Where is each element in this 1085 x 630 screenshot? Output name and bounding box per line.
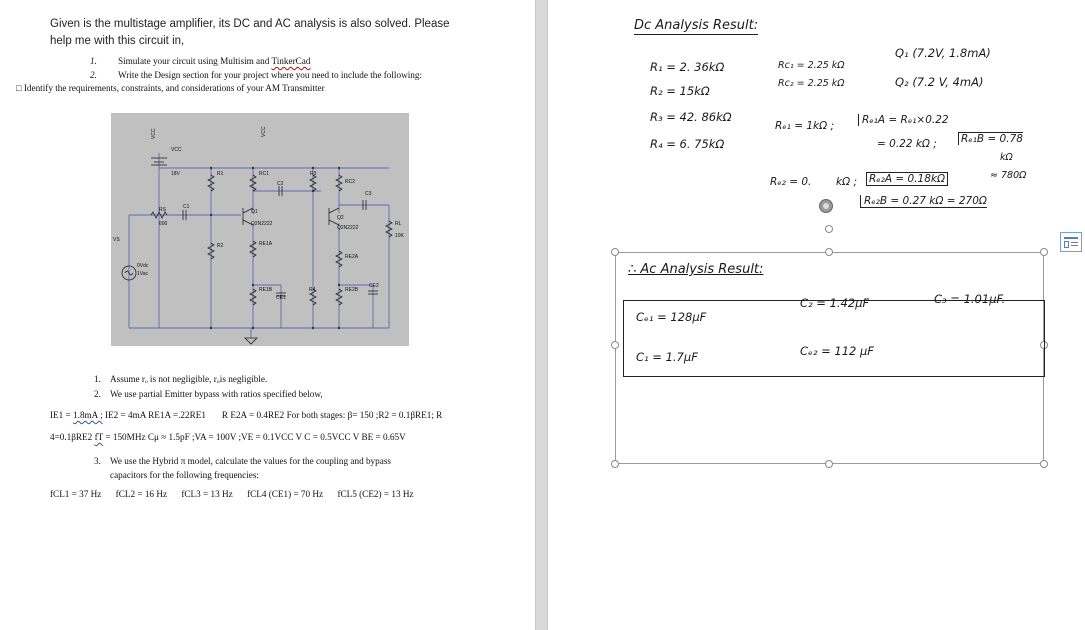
ac-analysis-title: ∴ Ac Analysis Result:: [628, 262, 764, 277]
assumption-2-text: We use partial Emitter bypass with ratios specified below,: [110, 389, 323, 399]
freq-fcl1: fCL1 = 37 Hz: [50, 489, 102, 499]
label-18v: 18V: [171, 171, 180, 177]
hw-re2: Rₑ₂ = 0.: [770, 176, 812, 188]
task-1-text: Simulate your circuit using Multisim and: [118, 56, 272, 66]
label-r3: R3: [310, 171, 317, 177]
layout-options-icon: [1064, 237, 1078, 239]
label-vcc-vertical-2: VCC: [261, 126, 267, 137]
hw-c2: C₂ = 1.42μF: [800, 296, 870, 310]
dc-analysis-title: Dc Analysis Result:: [634, 18, 759, 33]
ie1-value: 1.8mA ;: [73, 410, 103, 420]
assumption-1-number: 1.: [94, 374, 101, 384]
document-page-left: [0, 0, 535, 630]
label-rs-value: 600: [159, 221, 168, 227]
hw-c3: C₃ = 1.01μF.: [934, 292, 1006, 306]
hw-r2: R₂ = 15kΩ: [650, 84, 710, 98]
assumption-2-number: 2.: [94, 389, 101, 399]
hw-r1: R₁ = 2. 36kΩ: [650, 60, 725, 74]
assumption-3-line-1: We use the Hybrid π model, calculate the values for the coupling and bypass: [110, 456, 391, 466]
hw-re1b-unit: kΩ: [1000, 152, 1013, 163]
r4-value: 4=0.1βRE2: [50, 432, 95, 442]
label-vs-ac: 1Vac: [137, 271, 149, 277]
hw-rc2: Rc₂ = 2.25 kΩ: [778, 78, 845, 89]
label-re1a: RE1A: [259, 241, 273, 247]
label-rs: RS: [159, 207, 166, 213]
hw-ce2: Cₑ₂ = 112 μF: [800, 344, 874, 358]
assumption-values-line-1: [50, 410, 442, 420]
task-3: □ Identify the requirements, constraints, and considerations of your AM Transmitter: [16, 83, 325, 93]
label-re1b: RE1B: [259, 287, 273, 293]
amplifier-schematic: [111, 113, 409, 346]
label-q2: Q2: [337, 215, 344, 221]
hw-re1a-value: = 0.22 kΩ ;: [877, 138, 937, 150]
assumptions-list: [94, 372, 323, 402]
task-1: [60, 55, 422, 69]
label-q2-part: Q2N2222: [337, 225, 359, 231]
label-c2: C2: [277, 181, 284, 187]
label-ce1: CE1: [276, 295, 286, 301]
hw-re2b: Rₑ₂B = 0.27 kΩ = 270Ω: [860, 195, 987, 208]
ft-symbol: fT: [94, 432, 104, 442]
label-rc2: RC2: [345, 179, 356, 185]
hw-re1: Rₑ₁ = 1kΩ ;: [775, 120, 835, 132]
task-list: [16, 55, 423, 96]
hw-rc1: Rc₁ = 2.25 kΩ: [778, 60, 845, 71]
hw-re1b: Rₑ₁B = 0.78: [958, 132, 1023, 145]
re2a-beta: R E2A = 0.4RE2 For both stages: β= 150 ;R2 = 0.1βRE1; R: [221, 410, 443, 420]
label-vs-dc: 0Vdc: [137, 263, 149, 269]
ie1-prefix: IE1 =: [50, 410, 74, 420]
label-c3: C3: [365, 191, 372, 197]
label-c1: C1: [183, 204, 190, 210]
assumption-3-number: 3.: [94, 456, 101, 466]
label-ce2: CE2: [369, 283, 379, 289]
question-intro: [50, 16, 480, 50]
mouse-cursor-icon: [819, 199, 833, 213]
task-1-tinkercad: TinkerCad: [271, 56, 311, 66]
label-re2b: RE2B: [345, 287, 359, 293]
freq-fcl3: fCL3 = 13 Hz: [181, 489, 233, 499]
label-re2a: RE2A: [345, 254, 359, 260]
resize-handle-top[interactable]: [825, 248, 833, 256]
label-r1: R1: [217, 171, 224, 177]
intro-line-2: help me with this circuit in,: [50, 35, 185, 47]
assumption-2: [94, 387, 323, 402]
task-2: [60, 69, 422, 83]
task-2-text: Write the Design section for your project where you need to include the following:: [118, 69, 423, 80]
layout-options-button[interactable]: [1060, 232, 1082, 252]
assumption-values-line-2: [50, 432, 406, 442]
task-2-number: 2.: [90, 69, 97, 80]
page-gutter-scrollbar[interactable]: [535, 0, 548, 630]
label-q1-part: Q2N2222: [251, 221, 273, 227]
label-rl-value: 10K: [395, 233, 404, 239]
label-r4: R4: [309, 287, 316, 293]
hw-q1: Q₁ (7.2V, 1.8mA): [895, 46, 991, 60]
label-rl: RL: [395, 221, 402, 227]
task-1-number: 1.: [90, 56, 97, 66]
schematic-drawing: [111, 113, 409, 346]
hw-c1: C₁ = 1.7μF: [636, 350, 698, 364]
hw-ce1: Cₑ₁ = 128μF: [636, 310, 707, 324]
assumption-1-text: Assume rₒ is not negligible, rᵤis negligible.: [110, 374, 268, 384]
frequency-list: [50, 489, 426, 499]
hw-re1a: Rₑ₁A = Rₑ₁×0.22: [858, 114, 949, 126]
label-rc1: RC1: [259, 171, 270, 177]
label-vcc-vertical: VCC: [151, 128, 157, 139]
assumption-3: [94, 455, 391, 482]
hw-r4: R₄ = 6. 75kΩ: [650, 137, 725, 151]
label-q1: Q1: [251, 209, 258, 215]
resize-handle-bottom[interactable]: [825, 460, 833, 468]
label-vcc: VCC: [171, 147, 182, 153]
intro-line-1: Given is the multistage amplifier, its DC and AC analysis is also solved. Please: [50, 18, 450, 30]
assumption-1: [94, 372, 323, 387]
resize-handle-top-left[interactable]: [611, 248, 619, 256]
hw-re2-tail: kΩ ;: [836, 176, 857, 188]
hw-re1b-ohm: ≈ 780Ω: [990, 170, 1027, 181]
resize-handle-bottom-right[interactable]: [1040, 460, 1048, 468]
hw-re2a: Rₑ₂A = 0.18kΩ: [866, 172, 948, 186]
freq-fcl5: fCL5 (CE2) = 13 Hz: [337, 489, 414, 499]
label-r2: R2: [217, 243, 224, 249]
hw-r3: R₃ = 42. 86kΩ: [650, 110, 732, 124]
label-vs: VS: [113, 237, 120, 243]
freq-fcl4: fCL4 (CE1) = 70 Hz: [247, 489, 324, 499]
hw-q2: Q₂ (7.2 V, 4mA): [895, 75, 984, 89]
resize-handle-top-right[interactable]: [1040, 248, 1048, 256]
assumption-3-line-2: capacitors for the following frequencies:: [110, 469, 259, 480]
resize-handle-bottom-left[interactable]: [611, 460, 619, 468]
ie2-re1a: IE2 = 4mA RE1A =.22RE1: [102, 410, 206, 420]
ft-params: = 150MHz Cμ ≈ 1.5pF ;VA = 100V ;VE = 0.1VCC V C = 0.5VCC V BE = 0.65V: [103, 432, 406, 442]
freq-fcl2: fCL2 = 16 Hz: [115, 489, 168, 499]
resize-handle-left[interactable]: [611, 341, 619, 349]
rotate-handle[interactable]: [825, 225, 833, 233]
